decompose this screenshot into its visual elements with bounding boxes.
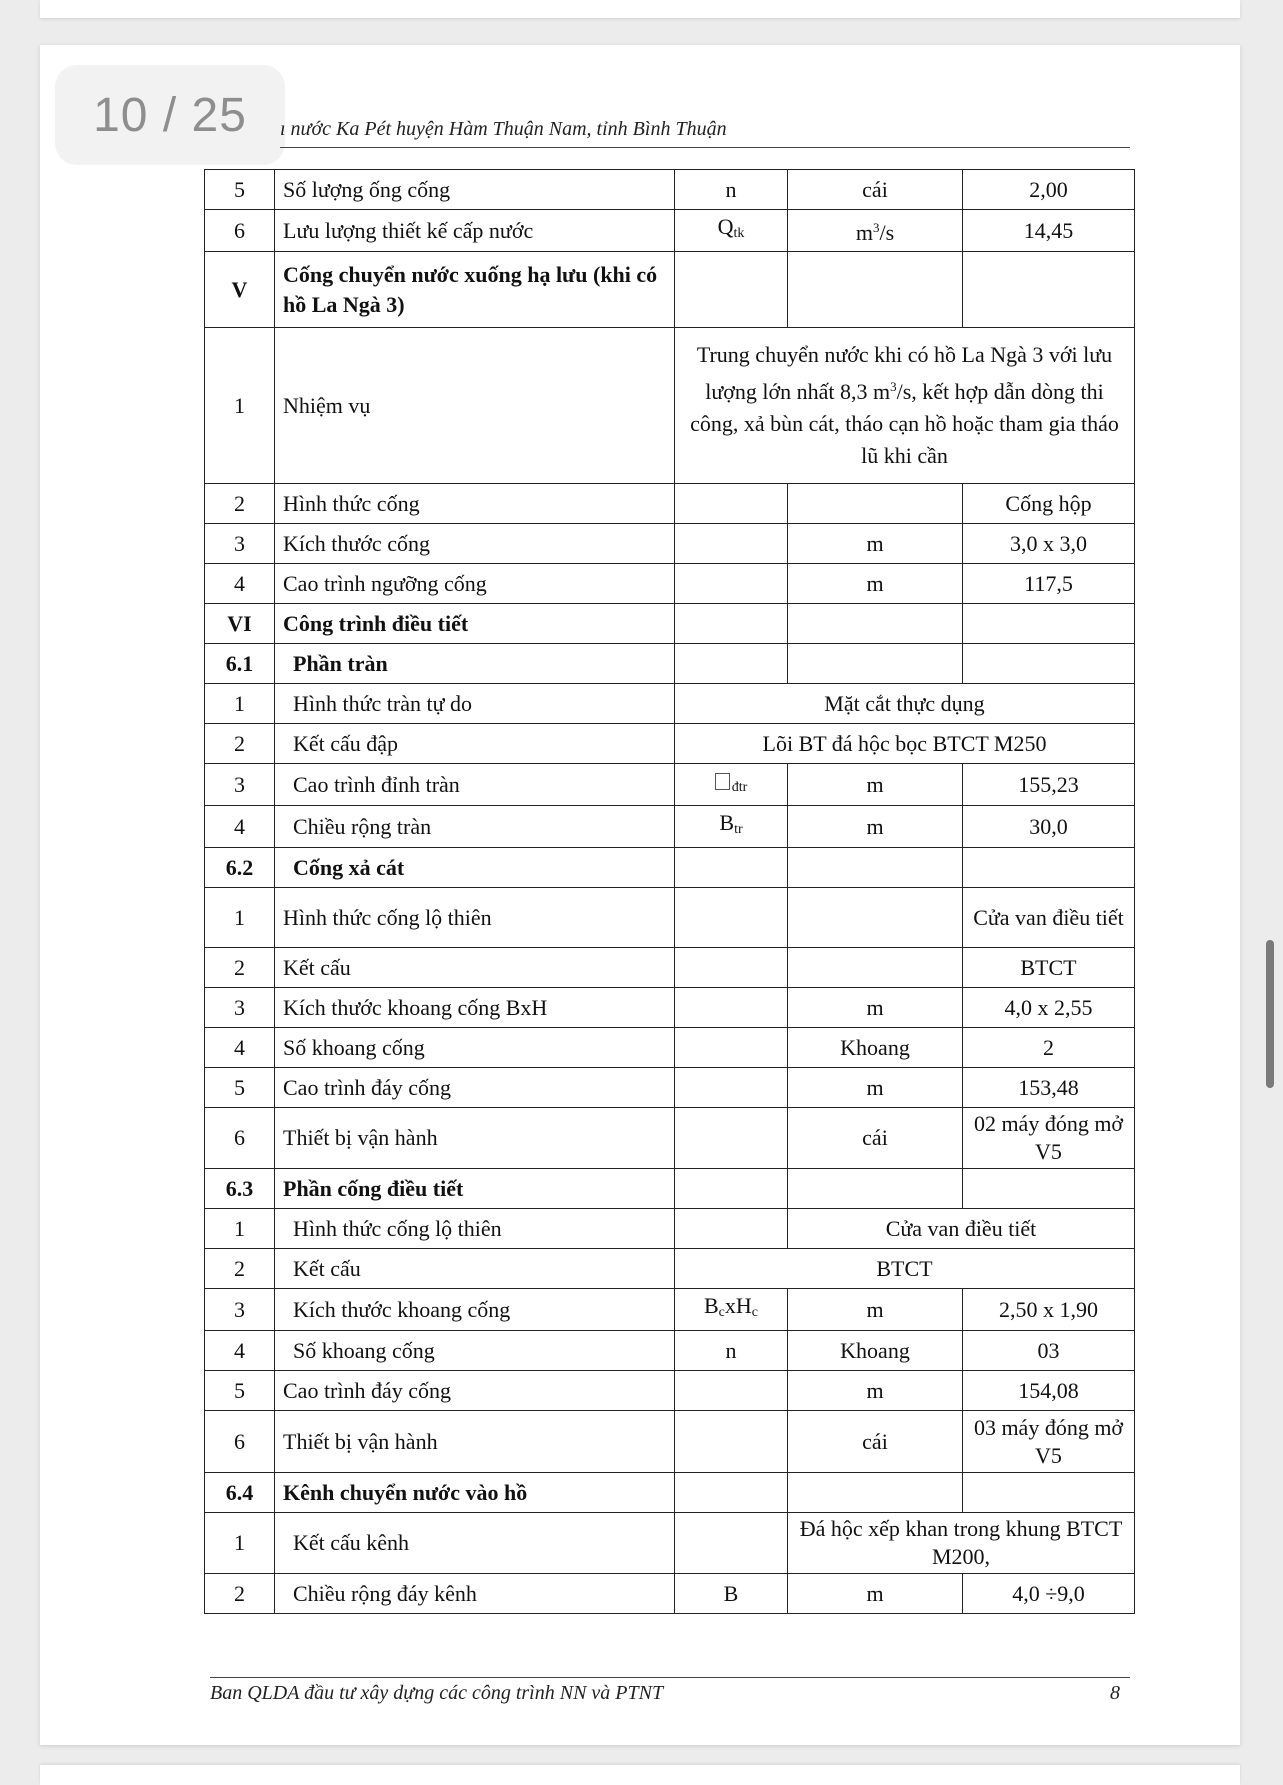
unit-superscript: 3 [872,220,880,235]
page-indicator [55,65,285,165]
row-value: 3,0 x 3,0 [963,524,1135,564]
row-symbol [675,484,788,524]
row-no: 1 [205,328,275,484]
row-desc: Thiết bị vận hành [275,1108,675,1169]
row-merged-value: Mặt cắt thực dụng [675,684,1135,724]
row-unit: m [788,764,963,806]
row-symbol [675,764,788,806]
row-no: 6 [205,1108,275,1169]
section-no: 6.2 [205,848,275,888]
scrollbar-thumb[interactable] [1266,940,1274,1088]
row-value: 02 máy đóng mở V5 [963,1108,1135,1169]
row-value: 153,48 [963,1068,1135,1108]
table-row [205,988,1135,1028]
row-symbol [675,1411,788,1473]
row-symbol [675,988,788,1028]
row-no: 3 [205,524,275,564]
row-unit: m [788,1371,963,1411]
row-no: 3 [205,1289,275,1331]
row-no: 6 [205,210,275,252]
section-row [205,848,1135,888]
row-symbol [675,1289,788,1331]
row-desc: Kết cấu [275,948,675,988]
row-merged-value: BTCT [675,1249,1135,1289]
row-value: 2,50 x 1,90 [963,1289,1135,1331]
row-desc: Kích thước khoang cống BxH [275,988,675,1028]
merged-superscript: 3 [890,379,897,394]
merged-text-main: Trung chuyển nước khi có hồ La Ngà 3 với lưu lượng lớn nhất 8,3 m [696,342,1113,404]
row-desc: Cao trình đáy cống [275,1068,675,1108]
section-row [205,604,1135,644]
row-no: 1 [205,1209,275,1249]
row-desc: Kích thước khoang cống [275,1289,675,1331]
row-value: 14,45 [963,210,1135,252]
row-desc: Thiết bị vận hành [275,1411,675,1473]
missing-glyph-icon [715,773,730,790]
row-unit: m [788,806,963,848]
row-no: 1 [205,684,275,724]
row-symbol [675,1513,788,1574]
row-unit: Khoang [788,1028,963,1068]
row-value: 155,23 [963,764,1135,806]
row-desc: Hình thức cống lộ thiên [275,1209,675,1249]
symbol-part-b: xH [724,1293,752,1318]
symbol-subscript: đtr [731,780,748,795]
table-row [205,764,1135,806]
row-desc: Hình thức cống lộ thiên [275,888,675,948]
row-desc: Cao trình đáy cống [275,1371,675,1411]
row-merged-description [675,328,1135,484]
row-unit [788,948,963,988]
page-indicator-label: 10 / 25 [93,88,247,142]
header-rule [280,147,1130,148]
row-unit: m [788,1574,963,1614]
table-row [205,170,1135,210]
section-title: Phần cống điều tiết [275,1169,675,1209]
row-symbol [675,1068,788,1108]
table-row [205,1249,1135,1289]
row-symbol: n [675,170,788,210]
section-title: Kênh chuyển nước vào hồ [275,1473,675,1513]
table-row [205,1331,1135,1371]
row-value: 03 máy đóng mở V5 [963,1411,1135,1473]
section-no: 6.1 [205,644,275,684]
section-no: V [205,252,275,328]
row-unit: m [788,988,963,1028]
row-value: 2,00 [963,170,1135,210]
spec-table [204,169,1135,1614]
table-row [205,1068,1135,1108]
row-no: 5 [205,170,275,210]
row-desc: Cao trình ngưỡng cống [275,564,675,604]
row-desc: Hình thức cống [275,484,675,524]
row-no: 6 [205,1411,275,1473]
section-no: VI [205,604,275,644]
row-no: 2 [205,948,275,988]
symbol-main: Q [717,214,734,239]
row-desc: Số lượng ống cống [275,170,675,210]
table-row [205,724,1135,764]
row-symbol [675,564,788,604]
row-symbol [675,1108,788,1169]
table-row [205,484,1135,524]
row-unit [788,484,963,524]
row-desc: Cao trình đỉnh tràn [275,764,675,806]
row-unit: cái [788,1108,963,1169]
section-title: Công trình điều tiết [275,604,675,644]
row-desc: Kích thước cống [275,524,675,564]
section-row [205,252,1135,328]
table-row [205,806,1135,848]
row-desc: Nhiệm vụ [275,328,675,484]
row-symbol [675,806,788,848]
table-row [205,210,1135,252]
row-unit [788,888,963,948]
table-row [205,1574,1135,1614]
row-value: 4,0 x 2,55 [963,988,1135,1028]
row-desc: Hình thức tràn tự do [275,684,675,724]
row-desc: Chiều rộng đáy kênh [275,1574,675,1614]
row-no: 2 [205,1574,275,1614]
symbol-part-a: B [703,1293,719,1318]
previous-page-edge [40,0,1240,18]
row-unit: Khoang [788,1331,963,1371]
row-symbol [675,888,788,948]
row-no: 5 [205,1371,275,1411]
row-no: 4 [205,564,275,604]
symbol-part-a-subscript: c [718,1305,725,1320]
row-value: 4,0 ÷9,0 [963,1574,1135,1614]
section-row [205,1169,1135,1209]
row-symbol [675,524,788,564]
table-row [205,1411,1135,1473]
section-title: Cống chuyển nước xuống hạ lưu (khi có hồ La Ngà 3) [275,252,675,328]
row-symbol: B [675,1574,788,1614]
symbol-part-b-subscript: c [751,1305,758,1320]
row-merged-value: Lõi BT đá hộc bọc BTCT M250 [675,724,1135,764]
merged-text-tail: /s, kết hợp dẫn dòng thi công, xả bùn cát, tháo cạn hồ hoặc tham gia tháo lũ khi cần [690,379,1119,468]
row-desc: Chiều rộng tràn [275,806,675,848]
row-value: BTCT [963,948,1135,988]
table-row [205,684,1135,724]
table-row [205,328,1135,484]
row-desc: Số khoang cống [275,1331,675,1371]
footer-rule [210,1677,1130,1678]
row-no: 5 [205,1068,275,1108]
row-unit: m [788,564,963,604]
row-unit: m [788,524,963,564]
row-symbol [675,1028,788,1068]
row-desc: Lưu lượng thiết kế cấp nước [275,210,675,252]
table-row [205,888,1135,948]
row-no: 4 [205,1028,275,1068]
section-row [205,644,1135,684]
row-value: 154,08 [963,1371,1135,1411]
row-value: 03 [963,1331,1135,1371]
table-row [205,1028,1135,1068]
row-value: 117,5 [963,564,1135,604]
row-value: Cửa van điều tiết [963,888,1135,948]
row-no: 2 [205,724,275,764]
section-title: Cống xả cát [275,848,675,888]
table-row [205,1289,1135,1331]
page-header: ı nước Ka Pét huyện Hàm Thuận Nam, tỉnh Bình Thuận [280,118,727,140]
table-row [205,524,1135,564]
table-row [205,1108,1135,1169]
section-no: 6.3 [205,1169,275,1209]
section-title: Phần tràn [275,644,675,684]
row-value: 30,0 [963,806,1135,848]
row-no: 4 [205,1331,275,1371]
page-footer: Ban QLDA đầu tư xây dựng các công trình NN và PTNT [210,1682,664,1704]
row-desc: Kết cấu kênh [275,1513,675,1574]
row-symbol: n [675,1331,788,1371]
table-row [205,564,1135,604]
row-unit: cái [788,170,963,210]
row-unit: m [788,1068,963,1108]
row-value: Cống hộp [963,484,1135,524]
row-desc: Kết cấu đập [275,724,675,764]
row-desc: Kết cấu [275,1249,675,1289]
table-row [205,1371,1135,1411]
row-merged-value: Cửa van điều tiết [788,1209,1135,1249]
unit-tail: /s [879,220,895,245]
symbol-subscript: tr [734,822,743,837]
symbol-main: B [719,810,735,835]
row-unit [788,210,963,252]
row-no: 3 [205,988,275,1028]
table-row [205,1513,1135,1574]
table-row [205,1209,1135,1249]
row-desc: Số khoang cống [275,1028,675,1068]
section-no: 6.4 [205,1473,275,1513]
row-symbol [675,210,788,252]
table-row [205,948,1135,988]
row-no: 1 [205,1513,275,1574]
row-no: 1 [205,888,275,948]
section-row [205,1473,1135,1513]
row-merged-value: Đá hộc xếp khan trong khung BTCT M200, [788,1513,1135,1574]
row-value: 2 [963,1028,1135,1068]
row-no: 2 [205,1249,275,1289]
footer-page-number: 8 [1110,1682,1120,1704]
row-no: 4 [205,806,275,848]
row-unit: cái [788,1411,963,1473]
row-no: 3 [205,764,275,806]
unit-main: m [855,220,873,245]
row-unit: m [788,1289,963,1331]
row-no: 2 [205,484,275,524]
row-symbol [675,1371,788,1411]
symbol-subscript: tk [733,226,745,241]
row-symbol [675,948,788,988]
next-page-edge [40,1765,1240,1785]
